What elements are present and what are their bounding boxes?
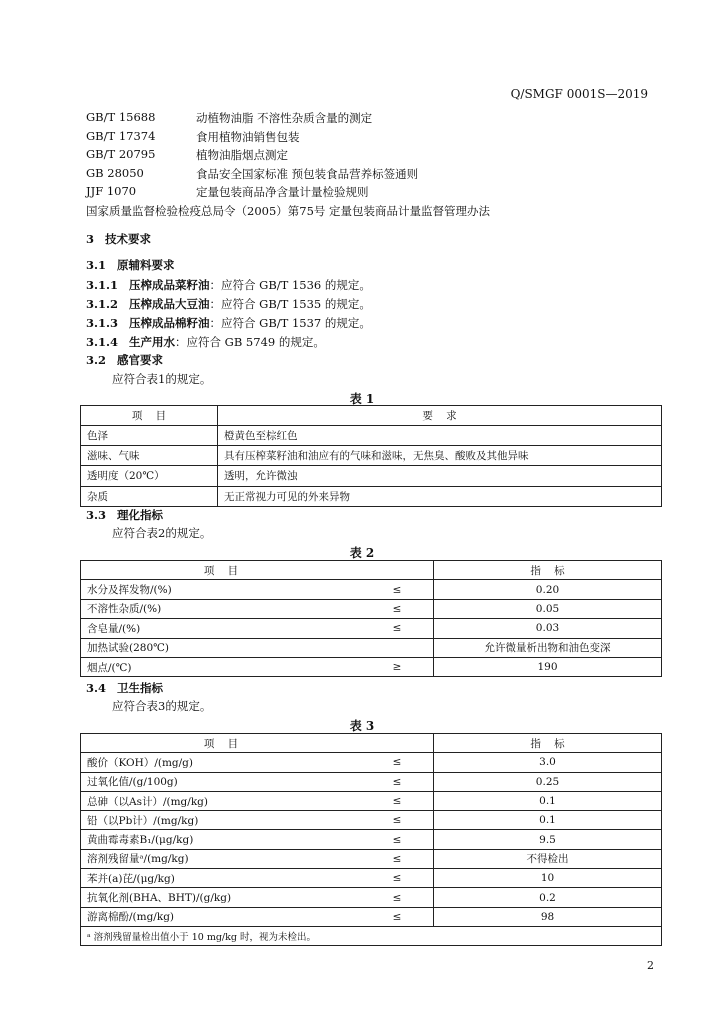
clause-text: ：应符合 GB/T 1536 的规定。	[209, 278, 371, 292]
table-cell-op: ≤	[361, 830, 434, 849]
table-cell-item: 含皂量/(%)	[81, 619, 362, 638]
table-row	[81, 830, 662, 849]
section-heading-3-3	[86, 507, 163, 523]
table-cell-op: ≤	[361, 888, 434, 907]
section-number: 3.3	[86, 508, 107, 522]
table-header-cell: 指 标	[434, 734, 662, 753]
clause-title: 生产用水	[128, 335, 175, 349]
table-cell-op	[361, 638, 434, 657]
table-row	[81, 580, 662, 599]
table-cell-op: ≤	[361, 849, 434, 868]
reference-code: GB/T 17374	[86, 128, 156, 143]
table-row	[81, 599, 662, 618]
clause-title: 压榨成品菜籽油	[128, 278, 210, 292]
table-cell-item: 抗氧化剂(BHA、BHT)/(g/kg)	[81, 888, 362, 907]
table-row	[81, 657, 662, 676]
table-row	[81, 426, 662, 446]
reference-code: GB 28050	[86, 165, 144, 180]
table-row	[81, 466, 662, 486]
section-title: 卫生指标	[116, 681, 163, 695]
table-row	[81, 791, 662, 810]
table-cell-op: ≤	[361, 907, 434, 926]
table-cell-item: 水分及挥发物/(%)	[81, 580, 362, 599]
table-cell-op: ≤	[361, 791, 434, 810]
table-cell: 透明，允许微浊	[218, 466, 662, 486]
table-cell: 具有压榨菜籽油和油应有的气味和滋味，无焦臭、酸败及其他异味	[218, 446, 662, 466]
table-header-cell: 指 标	[434, 561, 662, 580]
section-number: 3	[86, 232, 95, 246]
table-cell-item: 加热试验(280℃)	[81, 638, 362, 657]
clause-number: 3.1.2	[86, 297, 119, 311]
table-cell-item: 铅（以Pb计）/(mg/kg)	[81, 811, 362, 830]
table-note-row	[81, 926, 662, 945]
reference-code: GB/T 15688	[86, 110, 156, 124]
clause-text: ：应符合 GB/T 1537 的规定。	[209, 316, 371, 330]
reference-code: GB/T 20795	[86, 147, 156, 162]
table-header-cell: 项 目	[81, 734, 362, 753]
table-cell-value: 0.2	[434, 888, 662, 907]
table-header-op-cell	[361, 734, 434, 753]
table-cell-value: 0.03	[434, 619, 662, 638]
table-row	[81, 849, 662, 868]
reference-title: 食用植物油销售包装	[196, 129, 300, 144]
reference-code: JJF 1070	[86, 184, 137, 199]
reference-title: 食品安全国家标准 预包装食品营养标签通则	[196, 166, 419, 181]
table-header-cell: 项 目	[81, 561, 362, 580]
section-title: 原辅料要求	[116, 258, 175, 272]
table-cell: 透明度（20℃）	[81, 466, 218, 486]
table-cell-value: 0.1	[434, 811, 662, 830]
table-cell-op: ≤	[361, 599, 434, 618]
table-row	[81, 772, 662, 791]
section-title: 理化指标	[116, 508, 163, 522]
table-header-op-cell	[361, 561, 434, 580]
table-row	[81, 907, 662, 926]
table-row	[81, 486, 662, 506]
clause-3-1-2	[86, 296, 371, 312]
clause-text: ：应符合 GB 5749 的规定。	[174, 335, 325, 349]
table-header-row	[81, 406, 662, 426]
table-cell-item: 不溶性杂质/(%)	[81, 599, 362, 618]
section-heading-3-2	[86, 352, 163, 368]
table-cell-value: 9.5	[434, 830, 662, 849]
table-cell-item: 溶剂残留量ᵃ/(mg/kg)	[81, 849, 362, 868]
table-physicochemical	[80, 560, 662, 677]
page-number: 2	[647, 959, 654, 972]
table-cell-op: ≤	[361, 753, 434, 772]
section-title: 技术要求	[104, 232, 151, 246]
table-header-cell: 要 求	[218, 406, 662, 426]
table-cell-op: ≥	[361, 657, 434, 676]
table-cell-value: 0.20	[434, 580, 662, 599]
section-heading-3	[86, 231, 151, 247]
table-cell-value: 98	[434, 907, 662, 926]
reference-full: 国家质量监督检验检疫总局令（2005）第75号 定量包装商品计量监督管理办法	[86, 203, 491, 218]
table-cell: 无正常视力可见的外来异物	[218, 486, 662, 506]
table-cell: 色泽	[81, 426, 218, 446]
table-row	[81, 753, 662, 772]
section-text: 应符合表2的规定。	[112, 526, 212, 540]
table-cell-op: ≤	[361, 580, 434, 599]
clause-3-1-1	[86, 277, 371, 293]
clause-text: ：应符合 GB/T 1535 的规定。	[209, 297, 371, 311]
section-text: 应符合表1的规定。	[112, 372, 212, 386]
section-title: 感官要求	[116, 353, 163, 367]
table-caption: 表 2	[349, 546, 375, 560]
section-heading-3-1	[86, 257, 174, 273]
clause-3-1-3	[86, 315, 371, 331]
table-row	[81, 619, 662, 638]
section-text: 应符合表3的规定。	[112, 699, 212, 713]
table-cell-item: 酸价（KOH）/(mg/g)	[81, 753, 362, 772]
section-number: 3.4	[86, 681, 107, 695]
reference-title: 定量包装商品净含量计量检验规则	[196, 185, 369, 200]
table-row	[81, 638, 662, 657]
table-cell-item: 总砷（以As计）/(mg/kg)	[81, 791, 362, 810]
table-cell-value: 0.1	[434, 791, 662, 810]
table-cell-op: ≤	[361, 869, 434, 888]
clause-number: 3.1.4	[86, 335, 119, 349]
table-cell: 滋味、气味	[81, 446, 218, 466]
table-cell-item: 苯并(a)芘/(μg/kg)	[81, 869, 362, 888]
clause-title: 压榨成品棉籽油	[128, 316, 210, 330]
table-row	[81, 811, 662, 830]
table-header-cell: 项 目	[81, 406, 218, 426]
table-cell-item: 黄曲霉毒素B₁/(μg/kg)	[81, 830, 362, 849]
table-cell-value: 10	[434, 869, 662, 888]
table-header-row	[81, 734, 662, 753]
table-cell-value: 0.25	[434, 772, 662, 791]
table-footnote: ᵃ 溶剂残留量检出值小于 10 mg/kg 时，视为未检出。	[81, 926, 662, 945]
table-caption: 表 3	[349, 719, 375, 733]
table-cell-op: ≤	[361, 811, 434, 830]
table-cell: 橙黄色至棕红色	[218, 426, 662, 446]
document-code: Q/SMGF 0001S—2019	[510, 87, 648, 101]
clause-title: 压榨成品大豆油	[128, 297, 210, 311]
clause-number: 3.1.1	[86, 278, 119, 292]
section-number: 3.2	[86, 353, 107, 367]
table-cell-op: ≤	[361, 772, 434, 791]
table-cell-op: ≤	[361, 619, 434, 638]
table-caption: 表 1	[349, 392, 375, 406]
table-cell-value: 不得检出	[434, 849, 662, 868]
table-hygiene	[80, 733, 662, 946]
table-row	[81, 446, 662, 466]
table-row	[81, 869, 662, 888]
section-number: 3.1	[86, 258, 107, 272]
table-cell-value: 允许微量析出物和油色变深	[434, 638, 662, 657]
reference-title: 动植物油脂 不溶性杂质含量的测定	[196, 111, 373, 125]
table-sensory	[80, 405, 662, 507]
clause-3-1-4	[86, 334, 325, 350]
table-cell-item: 烟点/(℃)	[81, 657, 362, 676]
section-heading-3-4	[86, 680, 163, 696]
table-row	[81, 888, 662, 907]
table-cell-value: 0.05	[434, 599, 662, 618]
clause-number: 3.1.3	[86, 316, 119, 330]
table-cell-value: 3.0	[434, 753, 662, 772]
table-cell-item: 游离棉酚/(mg/kg)	[81, 907, 362, 926]
table-cell-item: 过氧化值/(g/100g)	[81, 772, 362, 791]
table-cell: 杂质	[81, 486, 218, 506]
reference-title: 植物油脂烟点测定	[196, 148, 288, 163]
table-header-row	[81, 561, 662, 580]
table-cell-value: 190	[434, 657, 662, 676]
